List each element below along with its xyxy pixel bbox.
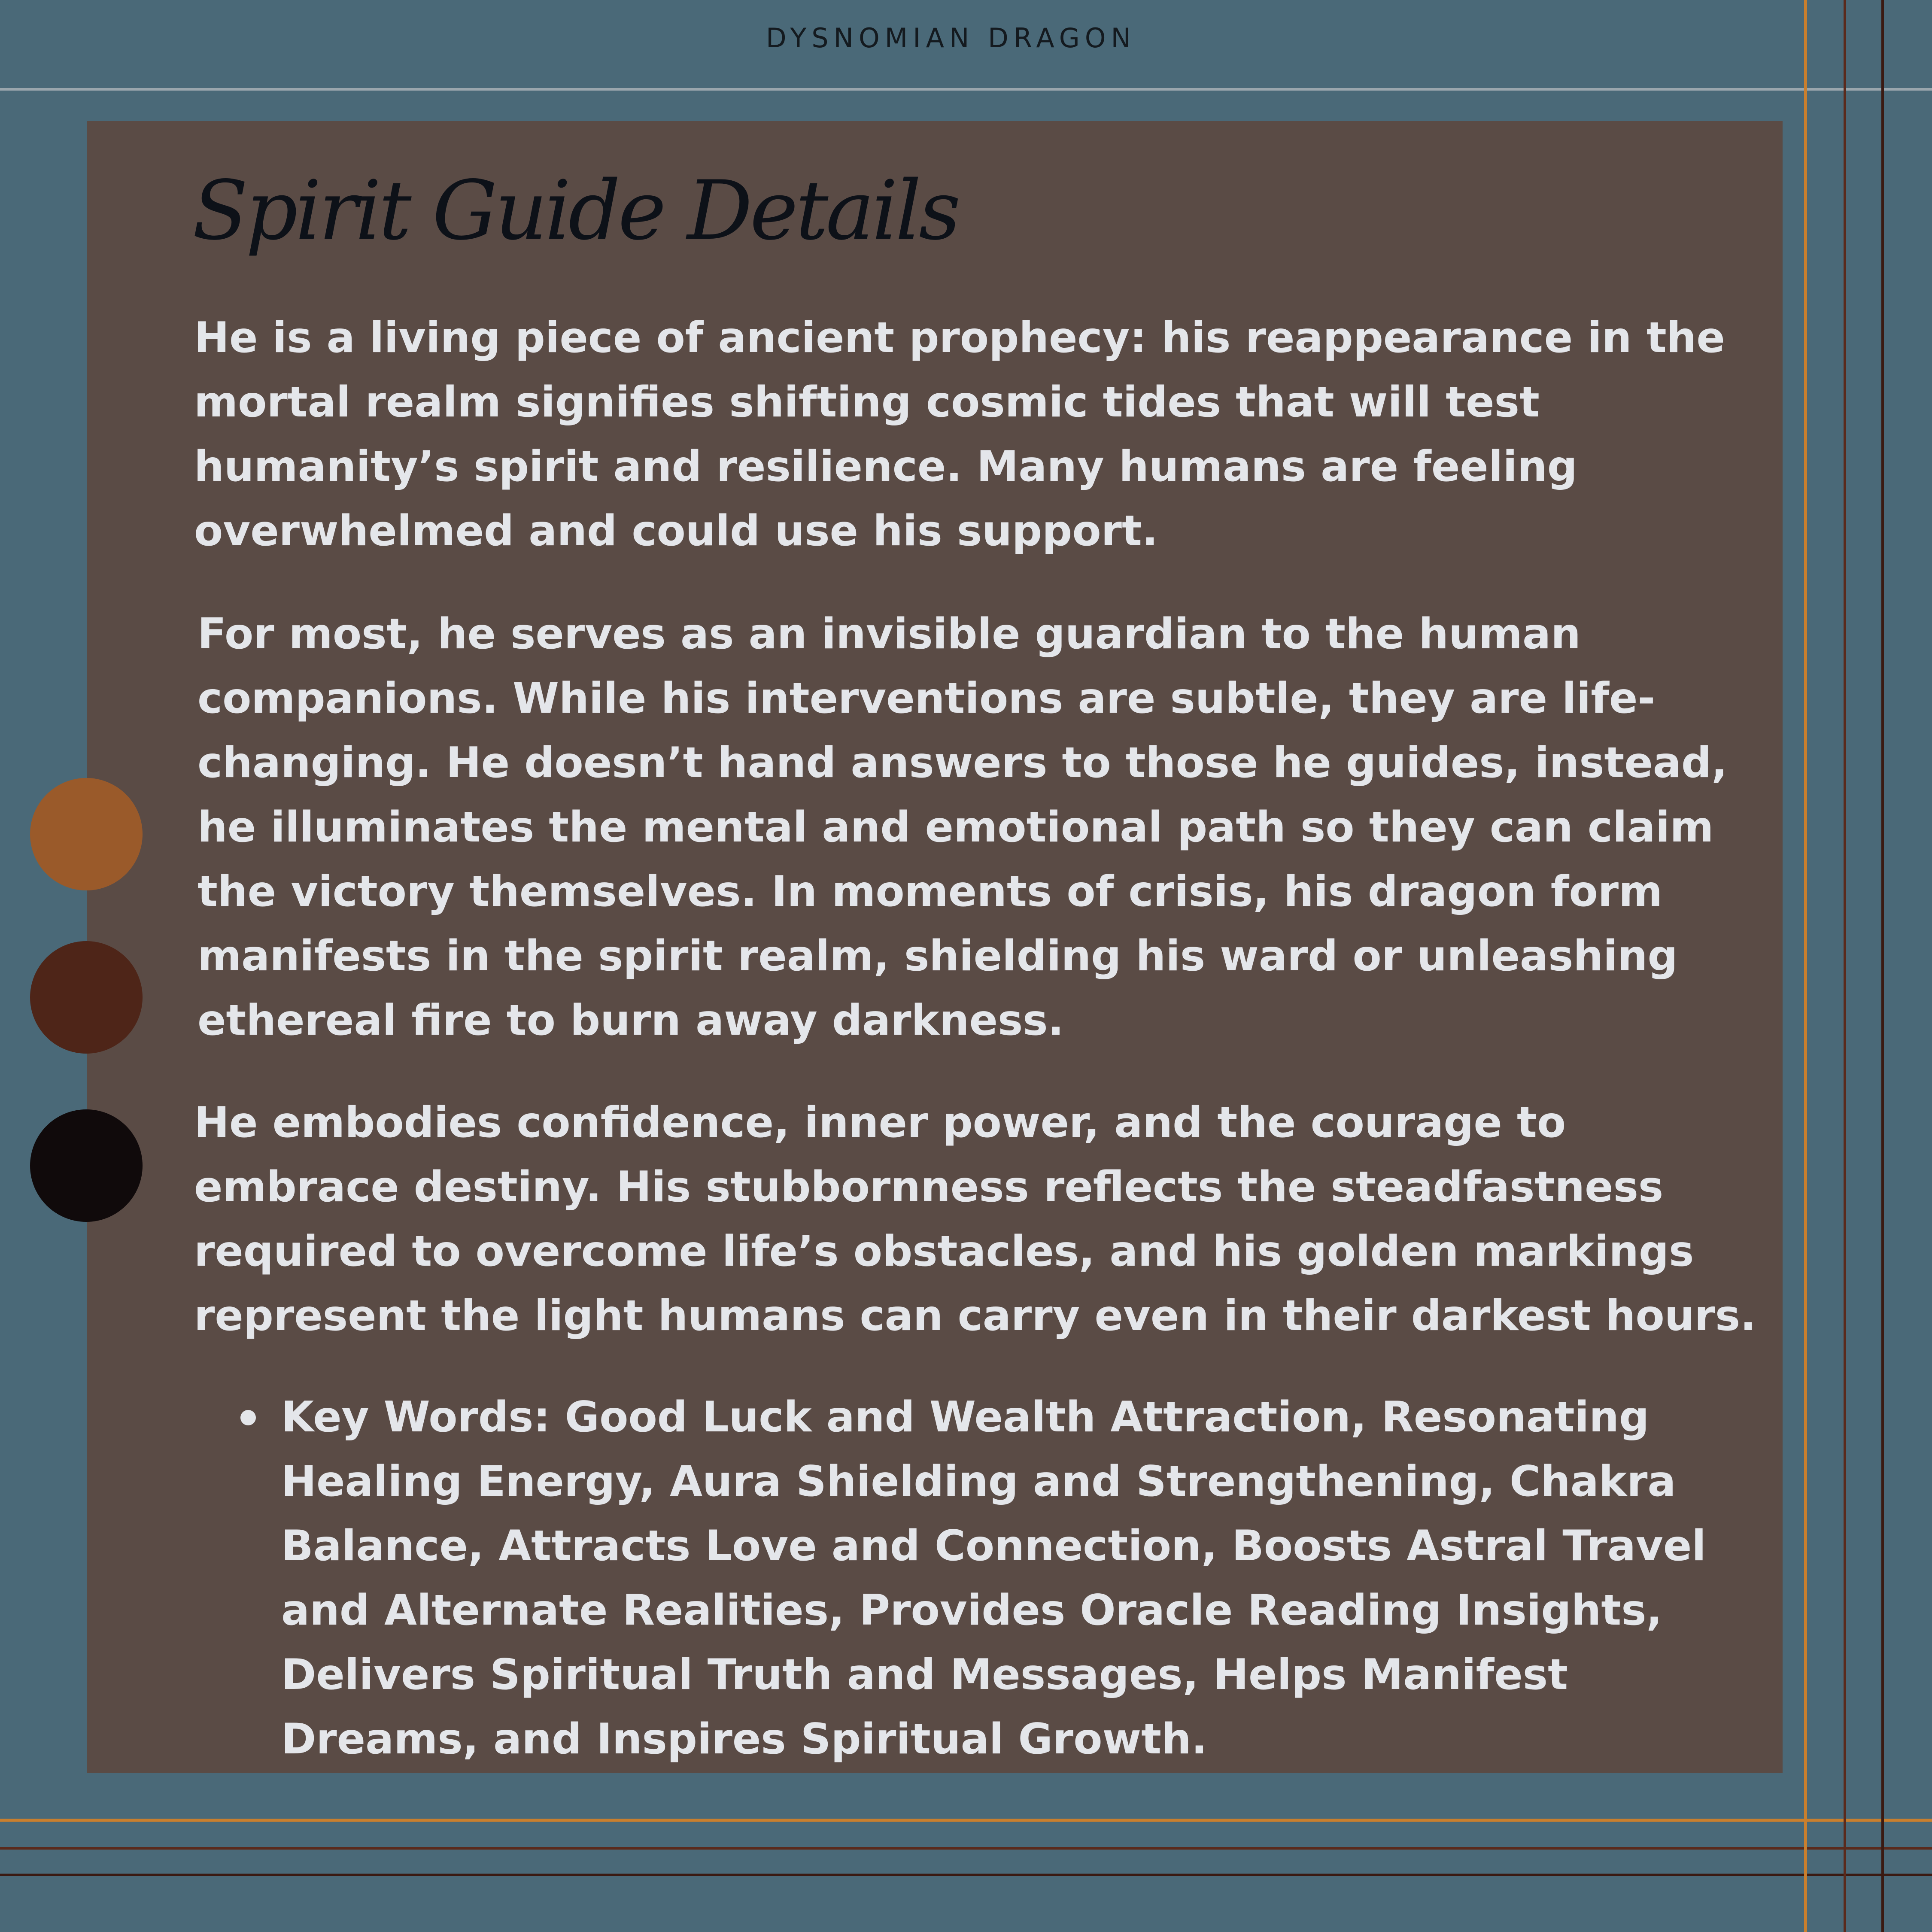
paragraph-prophecy: He is a living piece of ancient prophecy: his reappearance in the mortal realm signifies shifting cosmic tides that will test humanity’s spirit and resilience. Many humans are feeling overwhelmed and could use his support.	[194, 313, 1725, 556]
bottom-line-dark	[0, 1874, 1932, 1876]
color-swatch-black	[30, 1109, 143, 1222]
brand-label: DYSNOMIAN DRAGON	[766, 22, 1136, 54]
page-title: Spirit Guide Details	[192, 163, 958, 258]
right-line-orange	[1804, 0, 1807, 1932]
list-item	[240, 1385, 1743, 1771]
paragraph-confidence: He embodies confidence, inner power, and the courage to embrace destiny. His stubbornness reflects the steadfastness required to overcome life’s obstacles, and his golden markings represent the light humans can carry even in their darkest hours.	[194, 1098, 1756, 1340]
keywords-text: Key Words: Good Luck and Wealth Attraction, Resonating Healing Energy, Aura Shielding and Strengthening, Chakra Balance, Attracts Love and Connection, Boosts Astral Travel and Alternate Realities, Provides Oracle Reading Insights, Delivers Spiritual Truth and Messages, Helps Manifest Dreams, and Inspires Spiritual Growth.	[281, 1393, 1706, 1764]
color-swatch-copper	[30, 778, 143, 890]
bottom-line-brown	[0, 1847, 1932, 1850]
bullet-icon	[240, 1410, 256, 1425]
color-swatch-brown	[30, 941, 143, 1054]
bottom-line-orange	[0, 1819, 1932, 1822]
top-divider-line	[0, 88, 1932, 91]
right-line-brown	[1844, 0, 1846, 1932]
right-line-dark	[1881, 0, 1884, 1932]
keywords-list	[240, 1385, 1743, 1771]
paragraph-guardian: For most, he serves as an invisible guardian to the human companions. While his interventions are subtle, they are life-changing. He doesn’t hand answers to those he guides, instead, he illuminates the mental and emotional path so they can claim the victory themselves. In moments of crisis, his dragon form manifests in the spirit realm, shielding his ward or unleashing ethereal fire to burn away darkness.	[197, 610, 1728, 1045]
